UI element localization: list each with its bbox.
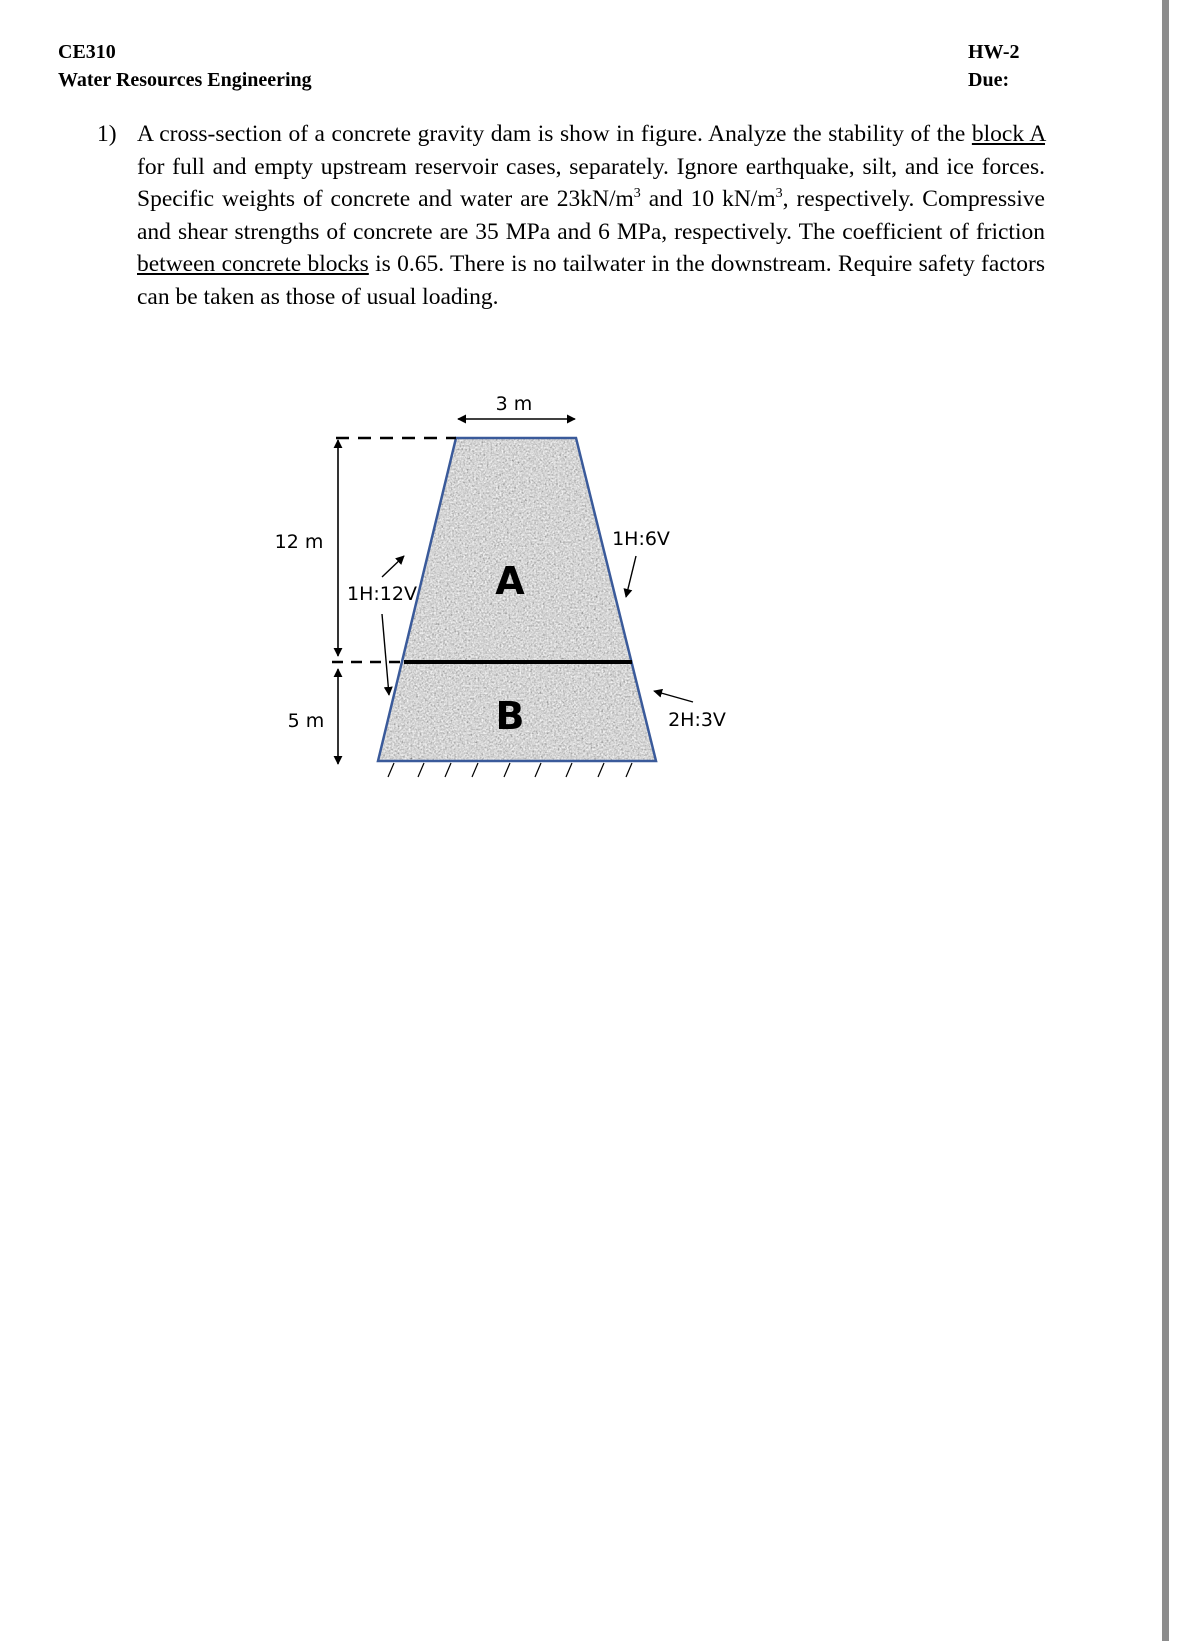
height-a-label: 12 m [274, 531, 324, 553]
course-code: CE310 [58, 41, 116, 63]
superscript-3: 3 [775, 186, 783, 201]
course-name: Water Resources Engineering [58, 69, 312, 91]
problem-text-part: for full and empty upstream reservoir cases, separately. Ignore earthquake, silt, and ice forces. Specific weights of concrete and water are 23kN/m [137, 153, 1045, 212]
problem-text-part: is 0.65. There is no tailwater in the downstream. Require safety factors can be taken as those of usual loading. [137, 251, 1045, 310]
problem-text-part: , respectively. Compressive and shear strengths of concrete are 35 MPa and 6 MPa, respectively. The coefficient of friction [137, 186, 1045, 245]
underlined-between-blocks: between concrete blocks [137, 251, 369, 277]
problem-number: 1) [97, 121, 117, 147]
ground-hatch [388, 763, 632, 777]
upstream-slope-label: 1H:12V [347, 583, 417, 605]
superscript-3: 3 [633, 186, 641, 201]
page-margin [1169, 0, 1179, 1641]
height-b-label: 5 m [287, 710, 325, 732]
upstream-slope-pointer-up [382, 556, 404, 577]
dam-cross-section-figure [0, 0, 1160, 800]
problem-text-part: and 10 kN/m [640, 186, 776, 212]
underlined-block-a: block A [971, 121, 1046, 147]
downstream-slope-a-pointer [626, 556, 636, 597]
problem-text-part: A cross-section of a concrete gravity dam is show in figure. Analyze the stability of the [137, 121, 972, 147]
homework-label: HW-2 [968, 41, 1020, 63]
upstream-slope-pointer-down [382, 614, 389, 695]
downstream-slope-a-label: 1H:6V [612, 528, 670, 550]
downstream-slope-b-label: 2H:3V [668, 709, 726, 731]
due-label: Due: [968, 69, 1010, 91]
downstream-slope-b-pointer [654, 691, 693, 702]
block-a-label: A [495, 559, 525, 603]
block-b-label: B [495, 694, 525, 738]
top-width-label: 3 m [495, 393, 533, 415]
scrollbar-track[interactable] [1162, 0, 1169, 1641]
